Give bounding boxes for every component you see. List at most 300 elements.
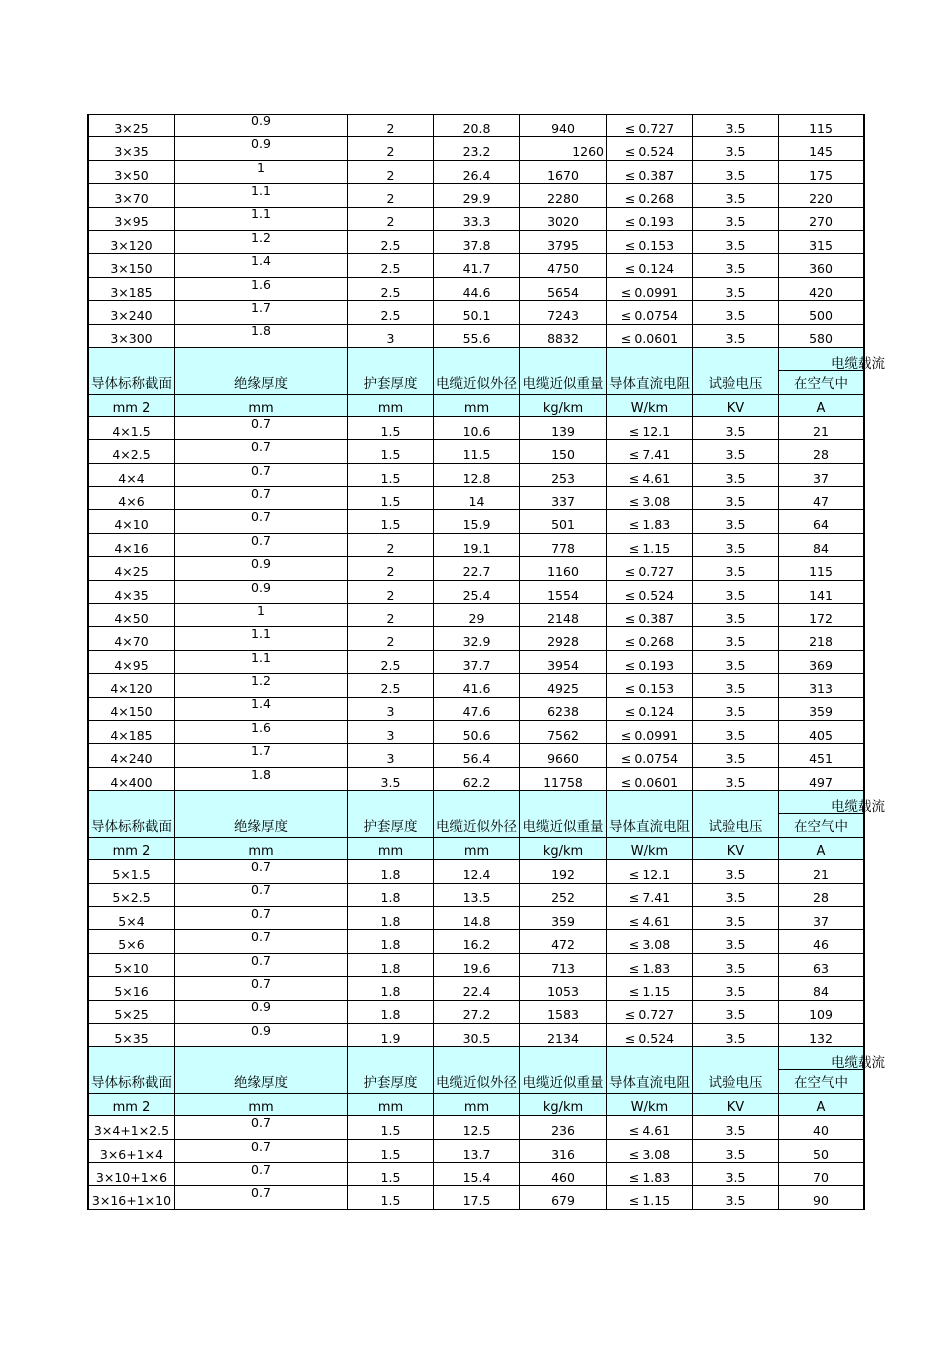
cell-outer-diameter: 12.5 xyxy=(433,1116,519,1139)
cell-test-voltage: 3.5 xyxy=(692,1001,778,1024)
less-equal-icon: ≤ xyxy=(628,447,640,463)
cell-weight: 139 xyxy=(519,417,606,440)
cell-current-capacity: 90 xyxy=(778,1186,865,1209)
table-row xyxy=(87,977,865,1000)
cell-current-capacity: 109 xyxy=(778,1001,865,1024)
cell-insulation-thickness: 1.2 xyxy=(174,674,347,697)
cell-insulation-thickness: 1.6 xyxy=(174,278,347,301)
cell-weight: 7243 xyxy=(519,301,606,324)
table-row xyxy=(87,278,865,301)
cell-conductor-section: 4×95 xyxy=(87,651,174,674)
cell-dc-resistance: ≤ 0.153 xyxy=(606,674,692,697)
cell-dc-resistance: ≤ 7.41 xyxy=(606,884,692,907)
capacity-in-air-label: 在空气中 xyxy=(794,375,848,392)
less-equal-icon: ≤ xyxy=(628,1146,640,1162)
cell-outer-diameter: 41.6 xyxy=(433,674,519,697)
capacity-group-label: 电缆载流 xyxy=(831,1055,885,1072)
cell-test-voltage: 3.5 xyxy=(692,581,778,604)
cell-conductor-section: 4×2.5 xyxy=(87,440,174,463)
cell-conductor-section: 3×240 xyxy=(87,301,174,324)
cell-current-capacity: 84 xyxy=(778,977,865,1000)
cell-test-voltage: 3.5 xyxy=(692,208,778,231)
table-row xyxy=(87,137,865,160)
cell-sheath-thickness: 1.8 xyxy=(347,860,433,883)
cell-test-voltage: 3.5 xyxy=(692,440,778,463)
table-row xyxy=(87,231,865,254)
cell-outer-diameter: 23.2 xyxy=(433,137,519,160)
cell-current-capacity: 220 xyxy=(778,184,865,207)
header-insulation-thickness: 绝缘厚度 xyxy=(174,348,347,395)
cell-sheath-thickness: 2.5 xyxy=(347,254,433,277)
cell-sheath-thickness: 1.5 xyxy=(347,440,433,463)
table-row xyxy=(87,534,865,557)
cell-current-capacity: 37 xyxy=(778,907,865,930)
cell-test-voltage: 3.5 xyxy=(692,487,778,510)
table-row xyxy=(87,325,865,348)
header-dc-resistance: 导体直流电阻 xyxy=(606,791,692,838)
cell-test-voltage: 3.5 xyxy=(692,417,778,440)
cell-dc-resistance: ≤ 0.0601 xyxy=(606,768,692,791)
header-weight: 电缆近似重量 xyxy=(519,1047,606,1094)
cell-conductor-section: 3×50 xyxy=(87,161,174,184)
header-outer-diameter: 电缆近似外径 xyxy=(433,1047,519,1094)
cell-dc-resistance: ≤ 0.0601 xyxy=(606,325,692,348)
cell-sheath-thickness: 2.5 xyxy=(347,301,433,324)
cell-dc-resistance: ≤ 0.268 xyxy=(606,627,692,650)
cell-test-voltage: 3.5 xyxy=(692,510,778,533)
cell-sheath-thickness: 1.8 xyxy=(347,907,433,930)
cell-sheath-thickness: 2 xyxy=(347,604,433,627)
cell-current-capacity: 451 xyxy=(778,744,865,767)
unit-dc-resistance: W/km xyxy=(606,395,692,417)
cell-current-capacity: 218 xyxy=(778,627,865,650)
header-dc-resistance: 导体直流电阻 xyxy=(606,1047,692,1094)
less-equal-icon: ≤ xyxy=(628,470,640,486)
cell-insulation-thickness: 0.7 xyxy=(174,487,347,510)
cell-sheath-thickness: 2.5 xyxy=(347,278,433,301)
cell-insulation-thickness: 0.7 xyxy=(174,884,347,907)
cell-outer-diameter: 37.8 xyxy=(433,231,519,254)
cell-insulation-thickness: 0.7 xyxy=(174,1116,347,1139)
cell-weight: 460 xyxy=(519,1163,606,1186)
cell-outer-diameter: 29 xyxy=(433,604,519,627)
less-equal-icon: ≤ xyxy=(624,144,636,160)
less-equal-icon: ≤ xyxy=(620,308,632,324)
cell-insulation-thickness: 0.7 xyxy=(174,1186,347,1209)
cell-dc-resistance: ≤ 12.1 xyxy=(606,860,692,883)
cell-weight: 501 xyxy=(519,510,606,533)
cell-sheath-thickness: 1.8 xyxy=(347,977,433,1000)
unit-sheath-thickness: mm xyxy=(347,1094,433,1116)
cell-current-capacity: 270 xyxy=(778,208,865,231)
capacity-in-air-label: 在空气中 xyxy=(794,819,848,836)
cell-weight: 1260 xyxy=(519,137,606,160)
cell-outer-diameter: 44.6 xyxy=(433,278,519,301)
table-row xyxy=(87,487,865,510)
cell-outer-diameter: 13.5 xyxy=(433,884,519,907)
cell-conductor-section: 3×120 xyxy=(87,231,174,254)
cell-outer-diameter: 14.8 xyxy=(433,907,519,930)
cell-dc-resistance: ≤ 1.83 xyxy=(606,1163,692,1186)
cell-test-voltage: 3.5 xyxy=(692,534,778,557)
cell-outer-diameter: 22.4 xyxy=(433,977,519,1000)
cell-insulation-thickness: 0.7 xyxy=(174,440,347,463)
cell-conductor-section: 5×1.5 xyxy=(87,860,174,883)
cell-sheath-thickness: 1.5 xyxy=(347,464,433,487)
cell-outer-diameter: 12.8 xyxy=(433,464,519,487)
cell-current-capacity: 84 xyxy=(778,534,865,557)
less-equal-icon: ≤ xyxy=(628,1193,640,1209)
cell-current-capacity: 132 xyxy=(778,1024,865,1047)
cell-conductor-section: 4×240 xyxy=(87,744,174,767)
table-row xyxy=(87,768,865,791)
cell-weight: 1053 xyxy=(519,977,606,1000)
cell-test-voltage: 3.5 xyxy=(692,604,778,627)
cell-insulation-thickness: 0.7 xyxy=(174,860,347,883)
header-test-voltage: 试验电压 xyxy=(692,1047,778,1094)
cell-weight: 252 xyxy=(519,884,606,907)
cell-conductor-section: 4×4 xyxy=(87,464,174,487)
less-equal-icon: ≤ xyxy=(628,913,640,929)
cell-insulation-thickness: 0.7 xyxy=(174,1140,347,1163)
cell-conductor-section: 3×95 xyxy=(87,208,174,231)
cell-sheath-thickness: 1.5 xyxy=(347,1140,433,1163)
cell-current-capacity: 70 xyxy=(778,1163,865,1186)
cell-sheath-thickness: 1.5 xyxy=(347,1116,433,1139)
cell-conductor-section: 4×10 xyxy=(87,510,174,533)
unit-test-voltage: KV xyxy=(692,395,778,417)
units-row xyxy=(87,1094,865,1116)
cell-weight: 1554 xyxy=(519,581,606,604)
cell-insulation-thickness: 0.9 xyxy=(174,1001,347,1024)
unit-test-voltage: KV xyxy=(692,838,778,860)
cell-weight: 337 xyxy=(519,487,606,510)
cell-dc-resistance: ≤ 0.387 xyxy=(606,161,692,184)
cell-test-voltage: 3.5 xyxy=(692,184,778,207)
cell-outer-diameter: 14 xyxy=(433,487,519,510)
header-row xyxy=(87,791,885,838)
cell-outer-diameter: 41.7 xyxy=(433,254,519,277)
cell-test-voltage: 3.5 xyxy=(692,768,778,791)
table-row xyxy=(87,674,865,697)
cell-current-capacity: 21 xyxy=(778,860,865,883)
unit-insulation-thickness: mm xyxy=(174,1094,347,1116)
cell-weight: 3954 xyxy=(519,651,606,674)
cell-weight: 253 xyxy=(519,464,606,487)
less-equal-icon: ≤ xyxy=(624,191,636,207)
unit-insulation-thickness: mm xyxy=(174,395,347,417)
cell-current-capacity: 172 xyxy=(778,604,865,627)
cell-outer-diameter: 10.6 xyxy=(433,417,519,440)
unit-current-capacity: A xyxy=(778,1094,865,1116)
cell-test-voltage: 3.5 xyxy=(692,464,778,487)
cell-insulation-thickness: 1 xyxy=(174,161,347,184)
cell-dc-resistance: ≤ 3.08 xyxy=(606,1140,692,1163)
cell-current-capacity: 315 xyxy=(778,231,865,254)
cell-weight: 4925 xyxy=(519,674,606,697)
cell-outer-diameter: 30.5 xyxy=(433,1024,519,1047)
less-equal-icon: ≤ xyxy=(620,774,632,790)
cell-sheath-thickness: 3 xyxy=(347,744,433,767)
cell-conductor-section: 4×70 xyxy=(87,627,174,650)
cell-test-voltage: 3.5 xyxy=(692,161,778,184)
less-equal-icon: ≤ xyxy=(624,214,636,230)
cell-current-capacity: 497 xyxy=(778,768,865,791)
cell-conductor-section: 4×50 xyxy=(87,604,174,627)
cell-weight: 8832 xyxy=(519,325,606,348)
cell-current-capacity: 28 xyxy=(778,884,865,907)
header-outer-diameter: 电缆近似外径 xyxy=(433,348,519,395)
cell-sheath-thickness: 2 xyxy=(347,208,433,231)
unit-outer-diameter: mm xyxy=(433,1094,519,1116)
unit-current-capacity: A xyxy=(778,395,865,417)
cell-conductor-section: 3×6+1×4 xyxy=(87,1140,174,1163)
less-equal-icon: ≤ xyxy=(628,984,640,999)
cell-outer-diameter: 17.5 xyxy=(433,1186,519,1209)
less-equal-icon: ≤ xyxy=(628,540,640,556)
cell-outer-diameter: 29.9 xyxy=(433,184,519,207)
unit-insulation-thickness: mm xyxy=(174,838,347,860)
cell-test-voltage: 3.5 xyxy=(692,954,778,977)
cell-conductor-section: 5×35 xyxy=(87,1024,174,1047)
cell-outer-diameter: 16.2 xyxy=(433,930,519,953)
cell-sheath-thickness: 2 xyxy=(347,581,433,604)
cell-sheath-thickness: 3.5 xyxy=(347,768,433,791)
less-equal-icon: ≤ xyxy=(624,167,636,183)
cell-conductor-section: 5×4 xyxy=(87,907,174,930)
cell-outer-diameter: 25.4 xyxy=(433,581,519,604)
cell-conductor-section: 5×6 xyxy=(87,930,174,953)
cell-weight: 472 xyxy=(519,930,606,953)
cell-weight: 3020 xyxy=(519,208,606,231)
cell-sheath-thickness: 1.8 xyxy=(347,930,433,953)
less-equal-icon: ≤ xyxy=(624,564,636,580)
cell-insulation-thickness: 1.1 xyxy=(174,184,347,207)
cell-weight: 3795 xyxy=(519,231,606,254)
cell-insulation-thickness: 1.1 xyxy=(174,627,347,650)
cell-insulation-thickness: 1.2 xyxy=(174,231,347,254)
cell-current-capacity: 313 xyxy=(778,674,865,697)
cell-dc-resistance: ≤ 0.0754 xyxy=(606,744,692,767)
cell-weight: 6238 xyxy=(519,698,606,721)
cell-sheath-thickness: 2.5 xyxy=(347,651,433,674)
cell-outer-diameter: 50.6 xyxy=(433,721,519,744)
header-insulation-thickness: 绝缘厚度 xyxy=(174,791,347,838)
cell-sheath-thickness: 3 xyxy=(347,721,433,744)
capacity-in-air-label: 在空气中 xyxy=(794,1075,848,1092)
cell-insulation-thickness: 0.7 xyxy=(174,534,347,557)
capacity-group-label: 电缆载流 xyxy=(831,799,885,816)
table-row xyxy=(87,651,865,674)
cell-insulation-thickness: 0.7 xyxy=(174,510,347,533)
cell-insulation-thickness: 1.7 xyxy=(174,744,347,767)
cell-weight: 2148 xyxy=(519,604,606,627)
less-equal-icon: ≤ xyxy=(628,493,640,509)
cell-insulation-thickness: 1 xyxy=(174,604,347,627)
cell-current-capacity: 37 xyxy=(778,464,865,487)
cell-insulation-thickness: 0.9 xyxy=(174,1024,347,1047)
less-equal-icon: ≤ xyxy=(620,751,632,767)
unit-outer-diameter: mm xyxy=(433,838,519,860)
cell-dc-resistance: ≤ 0.387 xyxy=(606,604,692,627)
cell-dc-resistance: ≤ 0.268 xyxy=(606,184,692,207)
less-equal-icon: ≤ xyxy=(628,1123,640,1139)
header-sheath-thickness: 护套厚度 xyxy=(347,791,433,838)
less-equal-icon: ≤ xyxy=(620,727,632,743)
cell-test-voltage: 3.5 xyxy=(692,137,778,160)
cell-outer-diameter: 55.6 xyxy=(433,325,519,348)
cell-sheath-thickness: 1.5 xyxy=(347,510,433,533)
cell-conductor-section: 3×10+1×6 xyxy=(87,1163,174,1186)
units-row xyxy=(87,395,865,417)
cell-current-capacity: 115 xyxy=(778,557,865,580)
cell-sheath-thickness: 2 xyxy=(347,184,433,207)
cell-dc-resistance: ≤ 0.727 xyxy=(606,1001,692,1024)
cell-dc-resistance: ≤ 1.83 xyxy=(606,954,692,977)
cell-test-voltage: 3.5 xyxy=(692,1116,778,1139)
cell-conductor-section: 3×16+1×10 xyxy=(87,1186,174,1209)
less-equal-icon: ≤ xyxy=(624,587,636,603)
cell-sheath-thickness: 2 xyxy=(347,627,433,650)
less-equal-icon: ≤ xyxy=(624,1007,636,1023)
cell-outer-diameter: 50.1 xyxy=(433,301,519,324)
header-current-capacity xyxy=(778,791,885,838)
cell-current-capacity: 47 xyxy=(778,487,865,510)
cell-dc-resistance: ≤ 0.193 xyxy=(606,208,692,231)
cell-conductor-section: 4×150 xyxy=(87,698,174,721)
cell-dc-resistance: ≤ 0.193 xyxy=(606,651,692,674)
cell-weight: 1670 xyxy=(519,161,606,184)
cell-weight: 1160 xyxy=(519,557,606,580)
cell-test-voltage: 3.5 xyxy=(692,278,778,301)
cell-sheath-thickness: 1.5 xyxy=(347,417,433,440)
cell-dc-resistance: ≤ 4.61 xyxy=(606,1116,692,1139)
unit-outer-diameter: mm xyxy=(433,395,519,417)
cell-dc-resistance: ≤ 0.153 xyxy=(606,231,692,254)
less-equal-icon: ≤ xyxy=(624,237,636,253)
table-row xyxy=(87,1186,865,1209)
cell-dc-resistance: ≤ 0.0991 xyxy=(606,721,692,744)
table-row xyxy=(87,698,865,721)
cell-outer-diameter: 56.4 xyxy=(433,744,519,767)
unit-sheath-thickness: mm xyxy=(347,395,433,417)
cell-weight: 9660 xyxy=(519,744,606,767)
cell-outer-diameter: 13.7 xyxy=(433,1140,519,1163)
cell-conductor-section: 5×25 xyxy=(87,1001,174,1024)
cell-conductor-section: 3×150 xyxy=(87,254,174,277)
cell-current-capacity: 145 xyxy=(778,137,865,160)
cell-insulation-thickness: 0.7 xyxy=(174,1163,347,1186)
cell-outer-diameter: 11.5 xyxy=(433,440,519,463)
table-row xyxy=(87,627,865,650)
cell-test-voltage: 3.5 xyxy=(692,674,778,697)
cell-test-voltage: 3.5 xyxy=(692,114,778,137)
cell-sheath-thickness: 1.9 xyxy=(347,1024,433,1047)
cell-weight: 1583 xyxy=(519,1001,606,1024)
table-row xyxy=(87,884,865,907)
cell-weight: 316 xyxy=(519,1140,606,1163)
cell-sheath-thickness: 2.5 xyxy=(347,674,433,697)
table-row xyxy=(87,557,865,580)
cell-test-voltage: 3.5 xyxy=(692,930,778,953)
cell-current-capacity: 500 xyxy=(778,301,865,324)
table-row xyxy=(87,721,865,744)
cell-dc-resistance: ≤ 3.08 xyxy=(606,487,692,510)
cell-current-capacity: 175 xyxy=(778,161,865,184)
table-row xyxy=(87,930,865,953)
header-outer-diameter: 电缆近似外径 xyxy=(433,791,519,838)
cell-dc-resistance: ≤ 1.15 xyxy=(606,1186,692,1209)
table-row xyxy=(87,581,865,604)
table-row xyxy=(87,464,865,487)
cell-outer-diameter: 19.6 xyxy=(433,954,519,977)
less-equal-icon: ≤ xyxy=(624,634,636,650)
cell-conductor-section: 3×25 xyxy=(87,114,174,137)
cell-weight: 192 xyxy=(519,860,606,883)
unit-current-capacity: A xyxy=(778,838,865,860)
table-row xyxy=(87,161,865,184)
cell-test-voltage: 3.5 xyxy=(692,627,778,650)
cell-conductor-section: 3×4+1×2.5 xyxy=(87,1116,174,1139)
cell-conductor-section: 4×25 xyxy=(87,557,174,580)
cell-outer-diameter: 20.8 xyxy=(433,114,519,137)
unit-conductor-section: mm 2 xyxy=(87,1094,174,1116)
cell-current-capacity: 115 xyxy=(778,114,865,137)
cell-sheath-thickness: 2.5 xyxy=(347,231,433,254)
cell-weight: 679 xyxy=(519,1186,606,1209)
cell-test-voltage: 3.5 xyxy=(692,721,778,744)
cell-sheath-thickness: 1.8 xyxy=(347,1001,433,1024)
table-row xyxy=(87,417,865,440)
cell-outer-diameter: 19.1 xyxy=(433,534,519,557)
cell-weight: 4750 xyxy=(519,254,606,277)
header-dc-resistance: 导体直流电阻 xyxy=(606,348,692,395)
cell-sheath-thickness: 2 xyxy=(347,557,433,580)
cell-dc-resistance: ≤ 0.727 xyxy=(606,114,692,137)
header-test-voltage: 试验电压 xyxy=(692,348,778,395)
less-equal-icon: ≤ xyxy=(624,120,636,136)
cell-sheath-thickness: 2 xyxy=(347,161,433,184)
cell-conductor-section: 3×70 xyxy=(87,184,174,207)
unit-weight: kg/km xyxy=(519,1094,606,1116)
less-equal-icon: ≤ xyxy=(624,657,636,673)
cell-outer-diameter: 37.7 xyxy=(433,651,519,674)
table-row xyxy=(87,907,865,930)
cell-conductor-section: 5×16 xyxy=(87,977,174,1000)
cell-sheath-thickness: 3 xyxy=(347,698,433,721)
table-row xyxy=(87,744,865,767)
cell-outer-diameter: 15.4 xyxy=(433,1163,519,1186)
cell-outer-diameter: 15.9 xyxy=(433,510,519,533)
header-test-voltage: 试验电压 xyxy=(692,791,778,838)
cell-test-voltage: 3.5 xyxy=(692,231,778,254)
cell-sheath-thickness: 1.5 xyxy=(347,487,433,510)
header-conductor-section: 导体标称截面 xyxy=(87,348,174,395)
cell-weight: 713 xyxy=(519,954,606,977)
cell-test-voltage: 3.5 xyxy=(692,1186,778,1209)
cell-current-capacity: 21 xyxy=(778,417,865,440)
cell-test-voltage: 3.5 xyxy=(692,1163,778,1186)
cell-test-voltage: 3.5 xyxy=(692,860,778,883)
cell-weight: 359 xyxy=(519,907,606,930)
less-equal-icon: ≤ xyxy=(624,681,636,697)
cell-test-voltage: 3.5 xyxy=(692,907,778,930)
cell-insulation-thickness: 0.9 xyxy=(174,114,347,137)
unit-dc-resistance: W/km xyxy=(606,838,692,860)
cell-outer-diameter: 22.7 xyxy=(433,557,519,580)
cell-weight: 778 xyxy=(519,534,606,557)
cell-dc-resistance: ≤ 4.61 xyxy=(606,907,692,930)
